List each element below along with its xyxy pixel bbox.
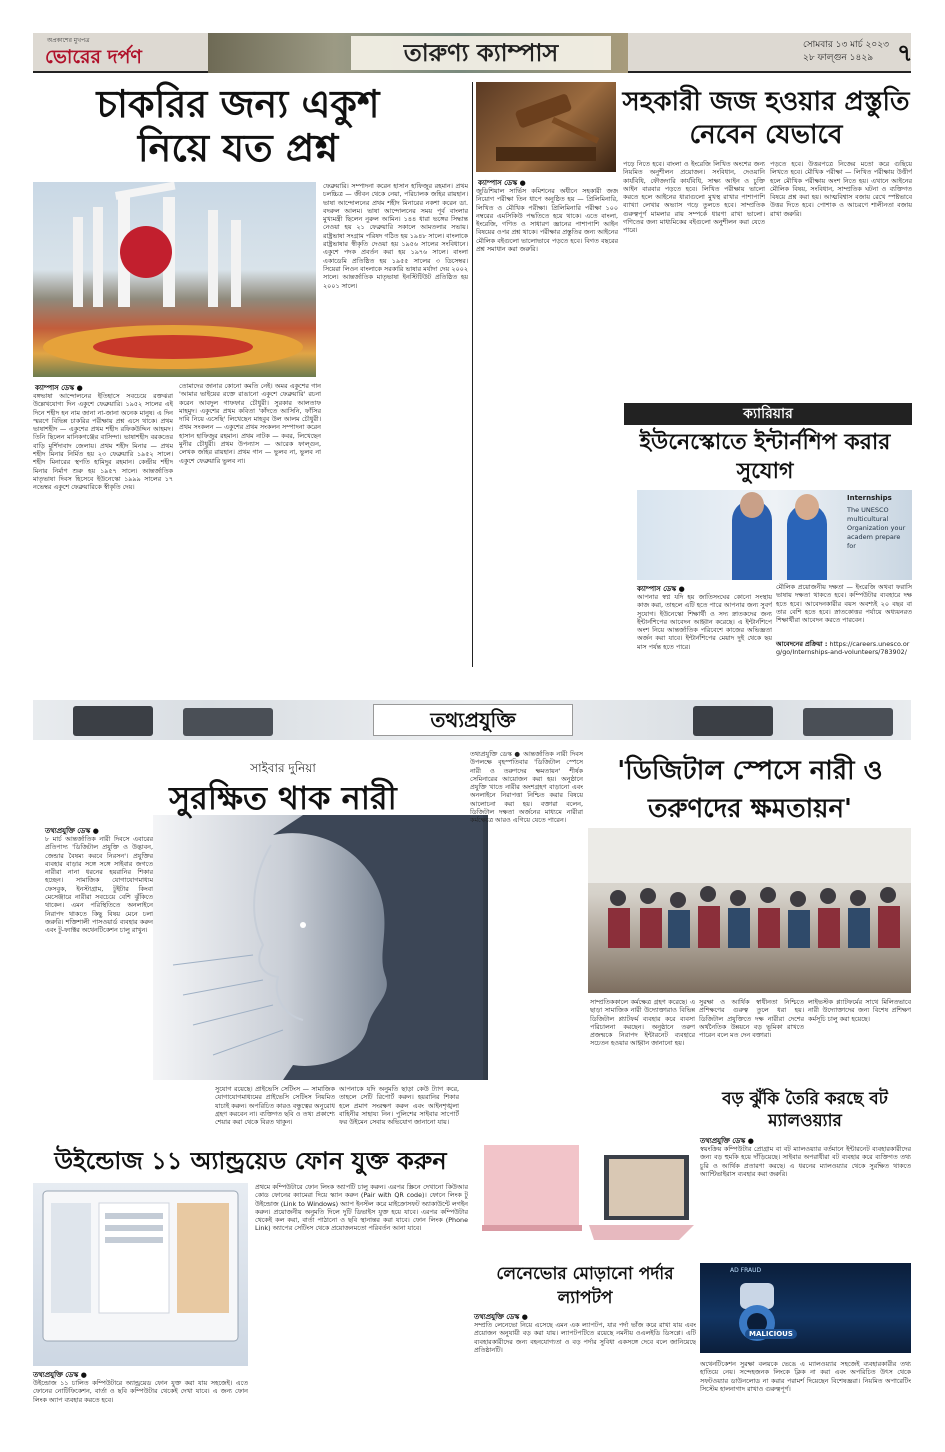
unesco-image-title: Internships xyxy=(847,494,892,502)
cyber-headline: সুরক্ষিত থাক নারী xyxy=(169,779,397,817)
ekushe-byline: ক্যাম্পাস ডেস্ক ● xyxy=(35,384,83,392)
banner-title-box xyxy=(373,704,573,736)
date-block xyxy=(803,39,889,65)
lenovo-body-a: সম্প্রতি লেনেভো নিয়ে এসেছে এমন এক ল্যাপটপ, যার পর্দা ভাঁজ করে রাখা যায় এবং প্রয়োজন অনুযায়ী বড় করা যায়। ল্যাপটপটিতে রয়েছে নমনীয় ওএলইডি ডিসপ্লে। এটি ব্যবহারকারীদের জন্য বহনযোগ্যতা ও বড় পর্দার সুবিধা একসঙ্গে দেবে বলে জানিয়েছে প্রতিষ্ঠানটি। xyxy=(474,1321,696,1354)
malware-body-b: অথেনটিকেশন সুরক্ষা বলয়কে ভেঙে এ ম্যালওয়্যার সহজেই ব্যবহারকারীর তথ্য হাতিয়ে নেয়। সন্দেহজনক লিংকে ক্লিক না করা এবং অপরিচিত উৎস থেকে সফটওয়্যার ডাউনলোড না করার পরামর্শ দিয়েছেন বিশেষজ্ঞরা। নিয়মিত অপারেটিং সিস্টেম হালনাগাদ রাখাও গুরুত্বপূর্ণ। xyxy=(700,1360,911,1393)
windows-body-b: প্রথমে কম্পিউটারে ফোন লিংক অ্যাপটি চালু করুন। এরপর স্ক্রিনে দেখানো কিউআর কোড ফোনের ক্যামেরা দিয়ে স্ক্যান করুন (Pair with QR code)। ফোনে লিংক টু উইন্ডোজ (Link to Windows) অ্যাপ ইনস্টল করে মাইক্রোসফট অ্যাকাউন্টে লগইন করুন। প্রয়োজনীয় অনুমতি দিলে দুটি ডিভাইস যুক্ত হয়ে যাবে। এরপর কম্পিউটার থেকেই কল করা, বার্তা পাঠানো ও ছবি স্থানান্তর করা যাবে। ফোন লিংক (Phone Link) অ্যাপের সেটিংস থেকে প্রয়োজনমতো পরিবর্তন আনা যাবে। xyxy=(255,1183,468,1233)
judge-byline: ক্যাম্পাস ডেস্ক ● xyxy=(478,179,526,187)
windows-body-a: উইন্ডোজ ১১ চালিত কম্পিউটারে অ্যান্ড্রয়েড ফোন যুক্ত করা যায় সহজেই। এতে ফোনের নোটিফিকেশন, বার্তা ও ছবি কম্পিউটার থেকেই দেখা যাবে। এ জন্য ফোন লিংক অ্যাপ ব্যবহার করতে হবে। xyxy=(33,1379,248,1404)
person-left-head xyxy=(740,492,764,518)
cyber-body-b: সুযোগ রয়েছে। প্রাইভেসি সেটিংস — সামাজিক যোগাযোগমাধ্যমের প্রাইভেসি সেটিংস নিয়মিত যাচাই করুন। অপরিচিত কারও বন্ধুত্বের অনুরোধ গ্রহণ করবেন না। ব্যক্তিগত ছবি ও তথ্য প্রকাশ্যে শেয়ার করা থেকে বিরত থাকুন। xyxy=(215,1085,335,1127)
gavel-photo xyxy=(476,82,616,172)
minar-illustration xyxy=(33,182,316,377)
gavel-icon xyxy=(476,82,616,172)
date-line-1: সোমবার ১৩ মার্চ ২০২৩ xyxy=(803,40,889,50)
article-unesco xyxy=(624,403,912,425)
tech-banner xyxy=(33,700,911,740)
windows-byline: তথ্যপ্রযুক্তি ডেস্ক ● xyxy=(33,1371,87,1379)
unesco-link-label: আবেদনের প্রক্রিয়া : xyxy=(776,640,828,648)
banner-device-far-right xyxy=(803,708,893,736)
cyber-kicker: সাইবার দুনিয়া xyxy=(250,761,316,775)
banner-device-left xyxy=(73,706,153,736)
windows-screen-photo xyxy=(33,1183,248,1366)
unesco-byline: ক্যাম্পাস ডেস্ক ● xyxy=(637,585,685,593)
article-cyber xyxy=(33,750,488,1138)
ekushe-body-a: বঙ্গভাষা আন্দোলনের ইতিহাসে সবচেয়ে রক্তঝরা উল্লেখযোগ্য দিন একুশে ফেব্রুয়ারি। ১৯৫২ সালের এই দিনে শহীদ হন নাম জানা না-জানা অনেক মানুষ। এ দিন স্মরণে বিভিন্ন চাকরির পরীক্ষায় প্রশ্ন এসে থাকে। প্রথম ভাষাশহীদ — একুশের প্রথম শহীদ রফিকউদ্দিন আহমদ। তিনি ছিলেন মানিকগঞ্জের বাসিন্দা। ভাষাশহীদ বরকতের বাড়ি মুর্শিদাবাদ জেলায়। প্রথম শহীদ মিনার — প্রথম শহীদ মিনার নির্মিত হয় ২৩ ফেব্রুয়ারি ১৯৫২ সালে। শহীদ মিনারের স্থপতি হামিদুর রহমান। কেন্দ্রীয় শহীদ মিনার নির্মাণ শুরু হয় ১৯৫৭ সালে। আন্তর্জাতিক মাতৃভাষা দিবস হিসেবে ইউনেস্কো ১৯৯৯ সালের ১৭ নভেম্বর একুশে ফেব্রুয়ারিকে স্বীকৃতি দেয়। xyxy=(33,392,173,492)
cyber-body-a: ৮ মার্চ আন্তর্জাতিক নারী দিবসে এবারের প্রতিপাদ্য 'ডিজিটাল প্রযুক্তি ও উদ্ভাবন, জেন্ডার বৈষম্য করবে নিরসন'। প্রযুক্তির ব্যবহার বাড়ার সঙ্গে সঙ্গে সাইবার জগতে নারীরা নানা ধরনের হয়রানির শিকার হচ্ছেন। সামাজিক যোগাযোগমাধ্যম ফেসবুক, ইনস্টাগ্রাম, টুইটার কিংবা মেসেঞ্জারে নারীরা সবচেয়ে বেশি ঝুঁকিতে থাকেন। এমন পরিস্থিতিতে অনলাইনে নিরাপদ থাকতে কিছু বিষয় মেনে চলা জরুরি। শক্তিশালী পাসওয়ার্ড ব্যবহার করুন এবং টু-ফ্যাক্টর অথেনটিকেশন চালু রাখুন। xyxy=(45,835,153,935)
section-title: তারুণ্য ক্যাম্পাস xyxy=(351,36,611,70)
masthead xyxy=(33,33,911,73)
digital-body-a: সাম্প্রতিককালে কর্মক্ষেত্র গ্রহণ করেছে। এ ছাড়া সামাজিক নারী উদ্যোক্তারাও বিভিন্ন ডিজিটাল প্ল্যাটফর্ম ব্যবহার করে ব্যবসা পরিচালনা করছেন। অনুষ্ঠানে তরুণ প্রজন্মকে নিরাপদ ইন্টারনেট ব্যবহারে সচেতন হওয়ার আহ্বান জানানো হয়। xyxy=(590,998,695,1048)
date-line-2: ২৮ ফাল্গুন ১৪২৯ xyxy=(803,53,874,63)
digital-face-illustration xyxy=(153,815,488,1080)
unesco-body-a: আপনার স্বপ্ন যদি হয় জাতিসংঘের কোনো সংস্থায় কাজ করা, তাহলে এটি হতে পারে আপনার জন্য সুবর্ণ সুযোগ। ইউনেস্কো শিক্ষার্থী ও সদ্য স্নাতকদের জন্য ইন্টার্নশিপের আবেদন আহ্বান করেছে। এ ইন্টার্নশিপে অংশ নিয়ে আন্তর্জাতিক পরিবেশে কাজের অভিজ্ঞতা অর্জন করা যাবে। ইন্টার্নশিপের মেয়াদ দুই থেকে ছয় মাস পর্যন্ত হতে পারে। xyxy=(637,593,772,651)
malware-headline: বড় ঝুঁকি তৈরি করছে বট ম্যালওয়্যার xyxy=(722,1089,888,1131)
unesco-body-b: মৌলিক প্রয়োজনীয় দক্ষতা — ইংরেজি অথবা ফরাসি ভাষায় দক্ষতা থাকতে হবে। কম্পিউটার ব্যবহারে দক্ষ হতে হবে। আবেদনকারীর বয়স অবশ্যই ২০ বছর বা তার বেশি হতে হবে। স্নাতকোত্তর পর্যায়ে অধ্যয়নরত শিক্ষার্থীরা আবেদন করতে পারবেন। xyxy=(776,583,912,625)
judge-body-c: পড়তে হবে। উত্তরপত্রে নিজের মতো করে গুছিয়ে লিখতে হবে। মৌখিক পরীক্ষা — লিখিত পরীক্ষায় উত্তীর্ণ হলে মৌখিক পরীক্ষায় অংশ নিতে হয়। এখানে আইনের মৌলিক বিষয়, সংবিধান, সাম্প্রতিক ঘটনা ও ব্যক্তিগত বিষয়ে প্রশ্ন করা হয়। আত্মবিশ্বাস বজায় রেখে স্পষ্টভাবে উত্তর দিতে হবে। পোশাক ও আচরণে শালীনতা বজায় রাখা জরুরি। xyxy=(770,160,912,218)
lenovo-headline: লেনেভোর মোড়ানো পর্দার ল্যাপটপ xyxy=(496,1264,674,1308)
windows-headline: উইন্ডোজ ১১ অ্যান্ড্রয়েড ফোন যুক্ত করুন xyxy=(54,1147,447,1175)
ekushe-headline: চাকরির জন্য একুশ নিয়ে যত প্রশ্ন xyxy=(96,82,380,170)
column-divider xyxy=(472,82,473,667)
paper-name: ভোরের দর্পণ xyxy=(45,46,142,68)
banner-title: তথ্যপ্রযুক্তি xyxy=(430,708,516,732)
tagline: অপ্রকাশের মুখপত্র xyxy=(47,37,90,44)
judge-body-a: জুডিশিয়াল সার্ভিস কমিশনের অধীনে সহকারী জজ নিয়োগ পরীক্ষা তিন ধাপে অনুষ্ঠিত হয় — প্রিলিমিনারি, লিখিত ও মৌখিক পরীক্ষা। প্রিলিমিনারি পরীক্ষা ১০০ নম্বরের এমসিকিউ পদ্ধতিতে হয়ে থাকে। এতে বাংলা, ইংরেজি, গণিত ও সাধারণ জ্ঞানের পাশাপাশি আইন বিষয়ের ওপর প্রশ্ন থাকে। পরীক্ষার প্রস্তুতির জন্য আইনের মৌলিক বইগুলো ভালোভাবে পড়তে হবে। বিগত বছরের প্রশ্ন সমাধান করা জরুরি। xyxy=(476,187,618,254)
cyber-body-d: তথ্যপ্রযুক্তি ডেস্ক ● আন্তর্জাতিক নারী দিবস উপলক্ষে বৃহস্পতিবার 'ডিজিটাল স্পেসে নারী ও তরুণদের ক্ষমতায়ন' শীর্ষক সেমিনারের আয়োজন করা হয়। অনুষ্ঠানে প্রযুক্তি খাতে নারীর অংশগ্রহণ বাড়ানো এবং অনলাইনে নিরাপত্তা নিশ্চিত করার বিষয়ে আলোচনা করা হয়। বক্তারা বলেন, ডিজিটাল দক্ষতা অর্জনের মাধ্যমে নারীরা কর্মক্ষেত্রে আরও এগিয়ে যেতে পারেন। xyxy=(470,750,583,825)
phone-link-illustration xyxy=(33,1183,248,1366)
laptop-illustration xyxy=(474,1145,696,1260)
banner-device-right xyxy=(693,706,773,736)
unesco-image-subtext: The UNESCO multicultural Organization your academ prepare for xyxy=(847,506,906,550)
article-ekushe xyxy=(33,82,468,664)
person-right-head xyxy=(795,494,819,520)
malware-body-a: স্বয়ংক্রিয় কম্পিউটার প্রোগ্রাম বা বট ম্যালওয়্যার বর্তমানে ইন্টারনেট ব্যবহারকারীদের জন্য বড় হুমকি হয়ে দাঁড়িয়েছে। সাইবার অপরাধীরা বট ব্যবহার করে ব্যক্তিগত তথ্য চুরি ও আর্থিক প্রতারণা করছে। এ ধরনের ম্যালওয়্যার থেকে সুরক্ষিত থাকতে অ্যান্টিভাইরাস ব্যবহার করা জরুরি। xyxy=(700,1145,911,1178)
lenovo-laptop-photo xyxy=(474,1145,696,1260)
career-kicker: ক্যারিয়ার xyxy=(743,406,793,422)
digital-body-c: লাইভস্টক প্ল্যাটফর্মের সাথে মিলিতভাবে নারী উদ্যোক্তাদের জন্য বিশেষ প্রশিক্ষণ কর্মসূচি চালু করা হয়েছে। xyxy=(808,998,911,1023)
judge-headline: সহকারী জজ হওয়ার প্রস্তুতি নেবেন যেভাবে xyxy=(622,87,910,150)
malicious-badge: MALICIOUS xyxy=(745,1329,797,1339)
unesco-photo xyxy=(637,490,912,580)
cyber-byline: তথ্যপ্রযুক্তি ডেস্ক ● xyxy=(45,827,99,835)
ekushe-body-b: তোমাদের জানার কোনো কমতি নেই। অমর একুশের গান 'আমার ভাইয়ের রক্তে রাঙানো একুশে ফেব্রুয়ারি' রচনা করেন আবদুল গাফফার চৌধুরী। সুরকার আলতাফ মাহমুদ। একুশের প্রথম কবিতা 'কাঁদতে আসিনি, ফাঁসির দাবি নিয়ে এসেছি' লিখেছেন মাহবুব উল আলম চৌধুরী। প্রথম সংকলন — একুশের প্রথম সংকলন সম্পাদনা করেন হাসান হাফিজুর রহমান। প্রথম নাটক — কবর, লিখেছেন মুনীর চৌধুরী। প্রথম উপন্যাস — আরেক ফাল্গুন, লেখক জহির রায়হান। প্রথম গান — ভুলব না, ভুলব না একুশে ফেব্রুয়ারি ভুলব না। xyxy=(179,382,321,465)
robot-illustration xyxy=(700,1263,911,1353)
digital-body-b: সুরক্ষা ও আর্থিক স্বাধীনতা নিশ্চিতে প্রশিক্ষণের গুরুত্ব তুলে ধরা হয়। ডিজিটাল প্রযুক্তিতে দক্ষ নারীরা দেশের অর্থনৈতিক উন্নয়নে বড় ভূমিকা রাখতে পারেন বলে মত দেন বক্তারা। xyxy=(699,998,804,1040)
malware-byline: তথ্যপ্রযুক্তি ডেস্ক ● xyxy=(700,1137,754,1145)
cyber-body-c: আপনাকে যদি অনুমতি ছাড়া কেউ ট্যাগ করে, তাহলে সেটি রিপোর্ট করুন। হয়রানির শিকার হলে প্রমাণ সংরক্ষণ করুন এবং আইনশৃঙ্খলা বাহিনীর সাহায্য নিন। পুলিশের সাইবার সাপোর্ট ফর উইমেন সেবায় অভিযোগ জানানো যায়। xyxy=(339,1085,459,1127)
shaheed-minar-photo xyxy=(33,182,316,377)
page-number: ৭ xyxy=(897,39,913,67)
digital-space-headline: 'ডিজিটাল স্পেসে নারী ও তরুণদের ক্ষমতায়ন' xyxy=(617,756,883,824)
ekushe-body-c: ফেব্রুয়ারি। সম্পাদনা করেন হাসান হাফিজুর রহমান। প্রথম চলচ্চিত্র — জীবন থেকে নেয়া, পরিচালক জহির রায়হান। ভাষা আন্দোলনের প্রথম শহীদ মিনারের নকশা করেন ডা. বদরুল আলম। ভাষা আন্দোলনের সময় পূর্ব বাংলার মুখ্যমন্ত্রী ছিলেন নুরুল আমিন। ১৪৪ ধারা ভঙ্গের সিদ্ধান্ত নেওয়া হয় ২১ ফেব্রুয়ারি সকালে আমতলার সভায়। রাষ্ট্রভাষা সংগ্রাম পরিষদ গঠিত হয় ১৯৪৮ সালে। বাংলাকে রাষ্ট্রভাষার স্বীকৃতি দেওয়া হয় ১৯৫৬ সালের সংবিধানে। একুশে পদক প্রবর্তন করা হয় ১৯৭৬ সালে। বাংলা একাডেমি প্রতিষ্ঠিত হয় ১৯৫৫ সালের ৩ ডিসেম্বর। সিয়েরা লিওন বাংলাকে সরকারি ভাষার মর্যাদা দেয় ২০০২ সালে। আন্তর্জাতিক মাতৃভাষা ইনস্টিটিউট প্রতিষ্ঠিত হয় ২০০১ সালে। xyxy=(323,182,468,290)
cyber-face-photo xyxy=(153,815,488,1080)
unesco-apply-link[interactable]: https://careers.unesco.org/go/Internships-and-volunteers/783902/ xyxy=(776,640,910,657)
malware-photo xyxy=(700,1263,911,1353)
banner-device-mid xyxy=(183,708,273,736)
judge-body-b: পড়ে নিতে হবে। বাংলা ও ইংরেজি লিখিত অংশের জন্য নিয়মিত অনুশীলন প্রয়োজন। সংবিধান, দেওয়ানি কার্যবিধি, ফৌজদারি কার্যবিধি, সাক্ষ্য আইন ও চুক্তি আইন বারবার পড়তে হবে। লিখিত পরীক্ষায় ভালো করতে হলে আইনের ধারাগুলো মুখস্থ রাখার পাশাপাশি ব্যাখ্যা লেখার অভ্যাস গড়ে তুলতে হবে। সাম্প্রতিক গুরুত্বপূর্ণ মামলার রায় সম্পর্কে ধারণা রাখা ভালো। গণিতের জন্য মাধ্যমিকের বইগুলো অনুশীলন করা যেতে পারে। xyxy=(623,160,765,235)
group-illustration xyxy=(588,828,911,993)
unesco-headline: ইউনেস্কোতে ইন্টার্নশিপ করার সুযোগ xyxy=(639,430,891,484)
unesco-link-block xyxy=(776,640,912,657)
paper-logo xyxy=(45,43,142,75)
lenovo-byline: তথ্যপ্রযুক্তি ডেস্ক ● xyxy=(474,1313,528,1321)
seminar-group-photo xyxy=(588,828,911,993)
article-judge xyxy=(476,82,912,398)
ad-fraud-tag: AD FRAUD xyxy=(730,1267,762,1274)
